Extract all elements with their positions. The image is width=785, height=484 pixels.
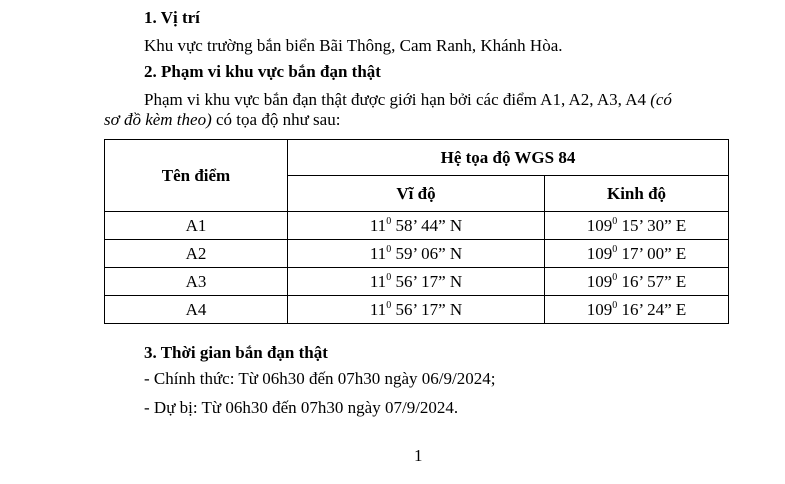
degree-mark: 0 bbox=[612, 299, 618, 311]
table-row bbox=[105, 296, 729, 324]
latitude-degrees: 11 bbox=[369, 271, 387, 291]
latitude-value bbox=[288, 212, 545, 240]
table-row bbox=[105, 240, 729, 268]
header-longitude: Kinh độ bbox=[545, 176, 729, 212]
header-point-name: Tên điểm bbox=[105, 140, 288, 212]
longitude-minutes-seconds: 15’ 30” E bbox=[621, 215, 687, 235]
longitude-degrees: 109 bbox=[586, 215, 613, 235]
degree-mark: 0 bbox=[612, 215, 618, 227]
longitude-value bbox=[545, 296, 729, 324]
longitude-minutes-seconds: 17’ 00” E bbox=[621, 243, 687, 263]
scope-intro-line-2 bbox=[104, 110, 340, 130]
longitude-degrees: 109 bbox=[586, 271, 613, 291]
longitude-value bbox=[545, 240, 729, 268]
coordinates-table bbox=[104, 139, 729, 324]
latitude-degrees: 11 bbox=[369, 243, 387, 263]
table-row bbox=[105, 268, 729, 296]
latitude-degrees: 11 bbox=[369, 299, 387, 319]
degree-mark: 0 bbox=[612, 243, 618, 255]
section-2-heading: 2. Phạm vi khu vực bắn đạn thật bbox=[144, 62, 381, 81]
scope-intro-tail: có tọa độ như sau: bbox=[216, 110, 341, 129]
scope-intro-text: Phạm vi khu vực bắn đạn thật được giới hạn bởi các điểm A1, A2, A3, A4 bbox=[144, 90, 646, 109]
latitude-value bbox=[288, 296, 545, 324]
longitude-degrees: 109 bbox=[586, 243, 613, 263]
backup-time: - Dự bị: Từ 06h30 đến 07h30 ngày 07/9/2024. bbox=[144, 398, 459, 417]
point-name: A3 bbox=[105, 268, 288, 296]
official-time: - Chính thức: Từ 06h30 đến 07h30 ngày 06/9/2024; bbox=[144, 369, 496, 388]
degree-mark: 0 bbox=[386, 299, 392, 311]
longitude-minutes-seconds: 16’ 24” E bbox=[621, 299, 687, 319]
longitude-minutes-seconds: 16’ 57” E bbox=[621, 271, 687, 291]
latitude-value bbox=[288, 268, 545, 296]
section-3-heading: 3. Thời gian bắn đạn thật bbox=[144, 343, 328, 362]
latitude-minutes-seconds: 56’ 17” N bbox=[395, 299, 463, 319]
point-name: A1 bbox=[105, 212, 288, 240]
header-coordinate-system: Hệ tọa độ WGS 84 bbox=[288, 140, 729, 176]
longitude-value bbox=[545, 212, 729, 240]
scope-intro-line-1 bbox=[144, 90, 672, 110]
header-latitude: Vĩ độ bbox=[288, 176, 545, 212]
latitude-minutes-seconds: 56’ 17” N bbox=[395, 271, 463, 291]
degree-mark: 0 bbox=[386, 215, 392, 227]
location-text: Khu vực trường bắn biển Bãi Thông, Cam Ranh, Khánh Hòa. bbox=[144, 36, 563, 55]
latitude-degrees: 11 bbox=[369, 215, 387, 235]
scope-intro-note-start: (có bbox=[650, 90, 672, 109]
latitude-minutes-seconds: 58’ 44” N bbox=[395, 215, 463, 235]
latitude-minutes-seconds: 59’ 06” N bbox=[395, 243, 463, 263]
section-1-heading: 1. Vị trí bbox=[144, 8, 200, 27]
longitude-degrees: 109 bbox=[586, 299, 613, 319]
longitude-value bbox=[545, 268, 729, 296]
degree-mark: 0 bbox=[386, 243, 392, 255]
scope-intro-note-end: sơ đồ kèm theo) bbox=[104, 110, 212, 129]
degree-mark: 0 bbox=[386, 271, 392, 283]
latitude-value bbox=[288, 240, 545, 268]
table-row bbox=[105, 212, 729, 240]
page-number: 1 bbox=[414, 446, 423, 465]
point-name: A2 bbox=[105, 240, 288, 268]
point-name: A4 bbox=[105, 296, 288, 324]
degree-mark: 0 bbox=[612, 271, 618, 283]
